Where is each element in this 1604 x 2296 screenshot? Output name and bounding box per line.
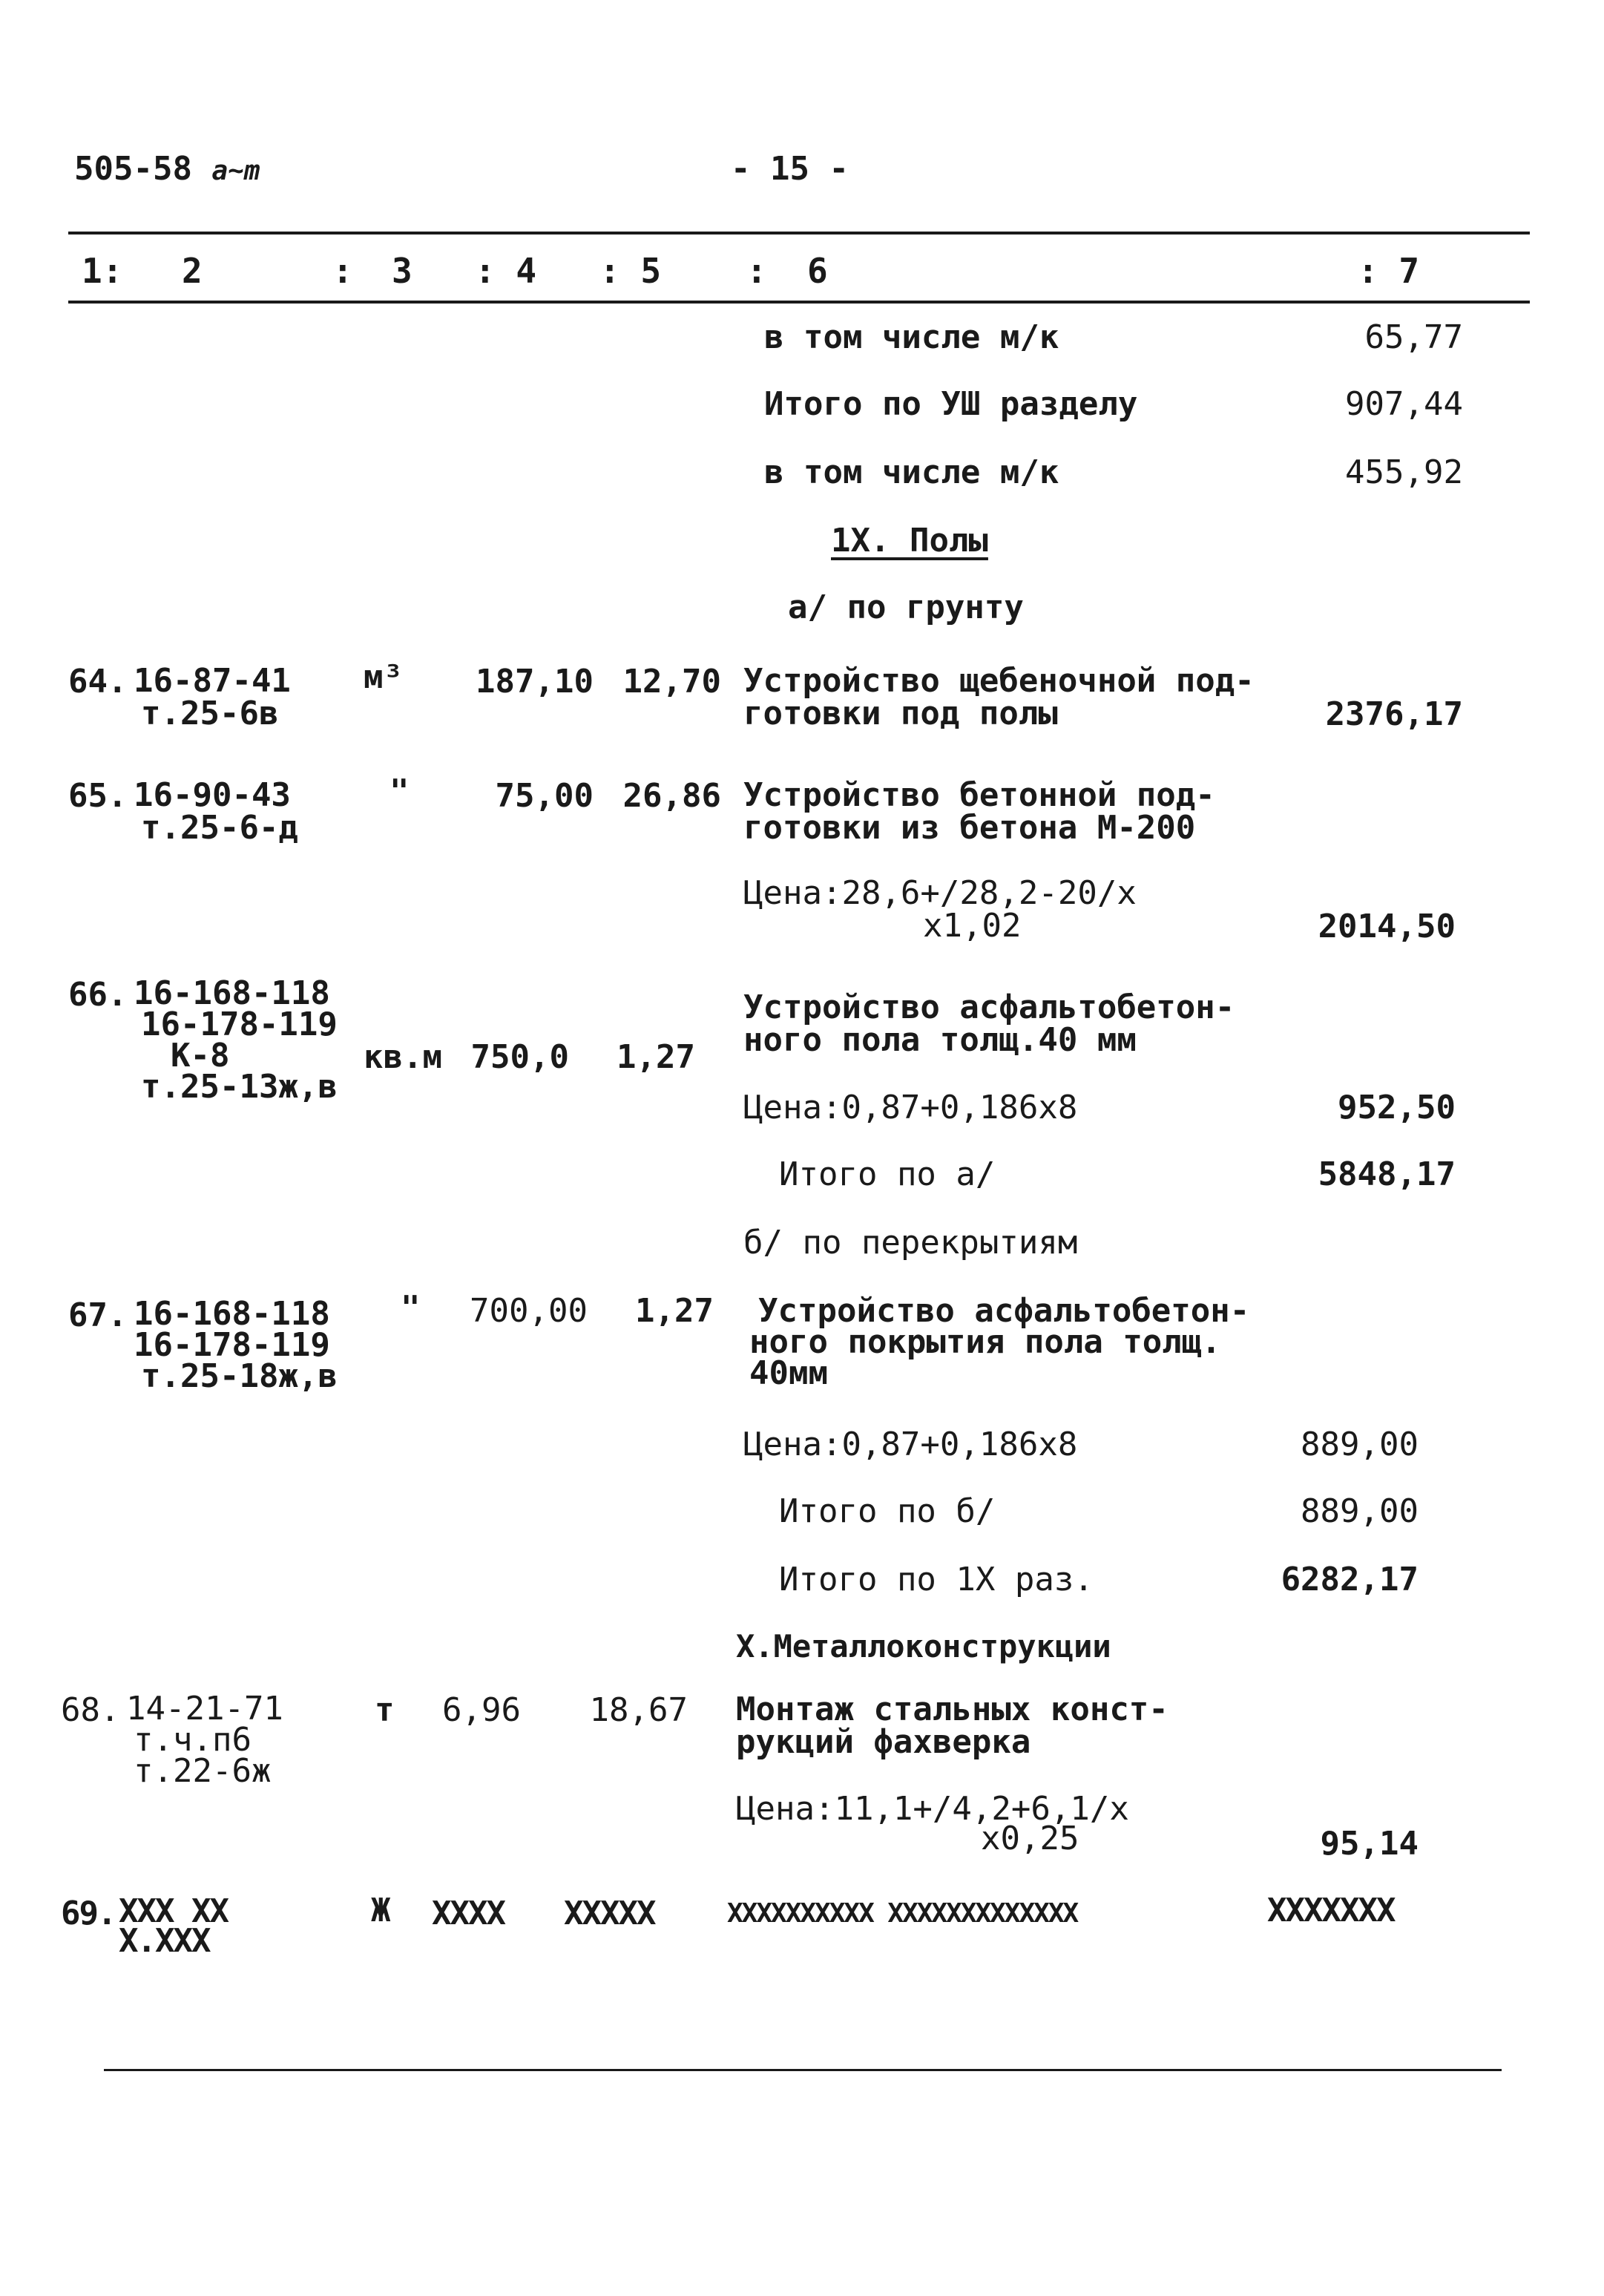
row-69-total: ХХХХХХХ [1267, 1892, 1395, 1929]
page-number: - 15 - [731, 150, 849, 188]
row-68-desc-line: рукций фахверка [736, 1723, 1031, 1761]
row-mk-total-1: 65,77 [1364, 318, 1463, 356]
col-header-1: 1: [82, 251, 123, 291]
row-68-code-line: т.ч.п6 [134, 1721, 252, 1759]
row-69-qty: ХХХХ [432, 1895, 504, 1932]
row-66-code-line: т.25-13ж,в [141, 1068, 338, 1106]
row-65-no: 65. [68, 777, 128, 815]
row-itogo-viii-label: Итого по УШ разделу [764, 385, 1138, 423]
row-67-desc-line: ного покрытия пола толщ. [749, 1323, 1221, 1361]
row-65-price-calc-line: х1,02 [923, 907, 1022, 945]
itogo-b-total: 889,00 [1301, 1492, 1419, 1530]
row-66-unit: кв.м [364, 1038, 442, 1076]
row-66-code-line: К-8 [171, 1037, 230, 1075]
row-68-total: 95,14 [1320, 1825, 1419, 1863]
row-69-unit: Ж [371, 1892, 390, 1929]
row-69-code [119, 1892, 228, 1960]
row-67-total: 889,00 [1301, 1426, 1419, 1463]
row-64-qty: 187,10 [476, 663, 594, 701]
row-64-no: 64. [68, 663, 128, 701]
row-66-desc-line: ного пола толщ.40 мм [743, 1021, 1137, 1059]
row-68-price-calc-line: х0,25 [981, 1820, 1079, 1857]
itogo-b-label: Итого по б/ [779, 1492, 996, 1530]
row-65-price: 26,86 [622, 777, 721, 815]
row-65-qty: 75,00 [495, 777, 594, 815]
row-itogo-viii-total: 907,44 [1345, 385, 1463, 423]
row-65-price-calc [743, 874, 1137, 945]
itogo-ix-total: 6282,17 [1281, 1561, 1419, 1598]
row-64-price: 12,70 [622, 663, 721, 701]
row-68-code [126, 1690, 283, 1790]
row-65-code [134, 776, 298, 847]
itogo-a-label: Итого по а/ [779, 1155, 996, 1193]
row-69-no: 69. [61, 1895, 116, 1932]
row-68-code-line: 14-21-71 [126, 1690, 283, 1728]
row-66-no: 66. [68, 976, 128, 1014]
row-65-desc-line: готовки из бетона М-200 [743, 809, 1196, 847]
row-66-total: 952,50 [1338, 1089, 1456, 1126]
row-67-unit: " [401, 1289, 421, 1327]
section-x-title: Х.Металлоконструкции [736, 1628, 1111, 1664]
row-67-desc-line: Устройство асфальтобетон- [758, 1292, 1250, 1330]
row-65-code-line: т.25-6-д [141, 809, 298, 847]
row-66-price-calc: Цена:0,87+0,186х8 [743, 1089, 1078, 1126]
row-66-code-line: 16-168-118 [134, 974, 330, 1012]
row-64-code-line: т.25-6в [141, 695, 279, 732]
itogo-a-total: 5848,17 [1318, 1155, 1456, 1193]
row-65-price-calc-line: Цена:28,6+/28,2-20/х [743, 874, 1137, 912]
document-code-number: 505-58 [74, 150, 192, 188]
header-top-rule [68, 232, 1530, 234]
row-66-code-line: 16-178-119 [141, 1006, 338, 1043]
row-68-unit: т [375, 1691, 395, 1729]
row-65-code-line: 16-90-43 [134, 776, 291, 814]
row-mk-label-1: в том числе м/к [764, 318, 1059, 356]
row-64-desc-line: готовки под полы [743, 695, 1058, 732]
itogo-ix-label: Итого по 1Х раз. [779, 1561, 1094, 1598]
row-64-desc [743, 662, 1255, 732]
section-ix-title: 1Х. Полы [831, 522, 988, 560]
row-64-unit: м³ [364, 658, 403, 696]
row-67-code-line: 16-178-119 [134, 1326, 330, 1364]
row-68-code-line: т.22-6ж [134, 1752, 272, 1790]
col-header-6: 6 [807, 251, 828, 291]
row-66-desc-line: Устройство асфальтобетон- [743, 988, 1235, 1026]
row-65-desc [743, 776, 1215, 847]
row-67-code-line: т.25-18ж,в [141, 1357, 338, 1395]
row-65-desc-line: Устройство бетонной под- [743, 776, 1215, 814]
row-mk-total-2: 455,92 [1345, 453, 1463, 491]
col-header-4: : 4 [475, 251, 537, 291]
section-ix-sub-b: б/ по перекрытиям [743, 1224, 1078, 1262]
row-67-desc [749, 1292, 1250, 1392]
row-69-code-line: ХХХ ХХ [119, 1892, 228, 1930]
row-68-price-calc [736, 1790, 1129, 1857]
row-68-price: 18,67 [589, 1691, 688, 1729]
row-67-no: 67. [68, 1296, 128, 1334]
row-66-price: 1,27 [617, 1038, 695, 1076]
row-64-total: 2376,17 [1325, 695, 1463, 733]
row-68-price-calc-line: Цена:11,1+/4,2+6,1/х [736, 1790, 1129, 1828]
col-header-3: 3 [392, 251, 412, 291]
row-67-qty: 700,00 [470, 1292, 588, 1330]
row-67-code [134, 1295, 338, 1395]
row-67-code-line: 16-168-118 [134, 1295, 330, 1333]
row-68-desc [736, 1690, 1169, 1761]
section-ix-sub-a: а/ по грунту [788, 588, 1024, 626]
row-69-desc: ХХХХХХХХХХ ХХХХХХХХХХХХХ [727, 1898, 1078, 1929]
row-65-total: 2014,50 [1318, 908, 1456, 945]
row-69-price: ХХХХХ [564, 1895, 655, 1932]
row-67-price: 1,27 [635, 1292, 714, 1330]
header-bottom-rule [68, 301, 1530, 304]
row-67-desc-line: 40мм [749, 1354, 828, 1392]
row-66-code [134, 974, 338, 1106]
row-66-qty: 750,0 [470, 1038, 569, 1076]
document-code-suffix: a~m [211, 156, 260, 186]
row-64-code [134, 662, 291, 732]
col-header-7: : 7 [1358, 251, 1420, 291]
document-code [74, 152, 260, 188]
row-68-desc-line: Монтаж стальных конст- [736, 1690, 1169, 1728]
row-64-desc-line: Устройство щебеночной под- [743, 662, 1255, 700]
row-66-desc [743, 988, 1235, 1059]
row-65-unit: " [390, 773, 410, 810]
footer-rule [104, 2069, 1502, 2071]
row-64-code-line: 16-87-41 [134, 662, 291, 700]
col-header-sep-3: : [332, 251, 353, 291]
row-68-no: 68. [61, 1691, 120, 1729]
row-69-code-line: Х.ХХХ [119, 1922, 210, 1960]
col-header-5: : 5 [599, 251, 662, 291]
row-68-qty: 6,96 [442, 1691, 521, 1729]
row-67-price-calc: Цена:0,87+0,186х8 [743, 1426, 1078, 1463]
col-header-2: 2 [182, 251, 203, 291]
col-header-sep-6: : [746, 251, 767, 291]
row-mk-label-2: в том числе м/к [764, 453, 1059, 491]
